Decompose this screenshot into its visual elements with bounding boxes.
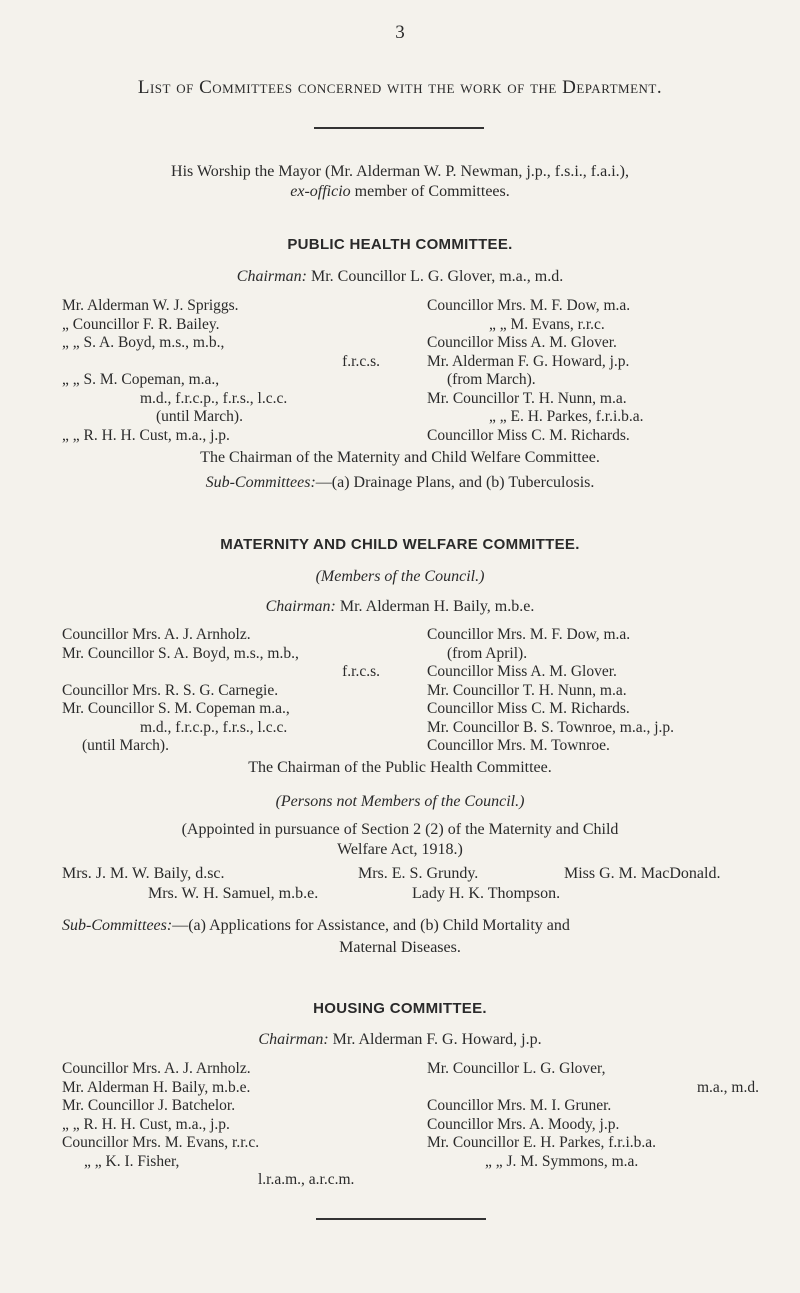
member-line: Mr. Alderman F. G. Howard, j.p. xyxy=(427,352,630,370)
member-line: m.a., m.d. xyxy=(697,1078,759,1096)
appointed-line-1: (Appointed in pursuance of Section 2 (2) of the Maternity and Child xyxy=(181,821,619,838)
member-line: Mr. Councillor S. A. Boyd, m.s., m.b., xyxy=(62,644,299,662)
member-line: Mr. Councillor L. G. Glover, xyxy=(427,1060,606,1077)
housing-heading: HOUSING COMMITTEE. xyxy=(313,1000,487,1017)
ex-officio-line-1: His Worship the Mayor (Mr. Alderman W. P. Newman, j.p., f.s.i., f.a.i.), xyxy=(171,163,629,180)
chairman-name: Mr. Alderman H. Baily, m.b.e. xyxy=(335,598,535,615)
member-line: „ „ R. H. H. Cust, m.a., j.p. xyxy=(62,1115,230,1133)
external-member: Lady H. K. Thompson. xyxy=(412,885,561,902)
chairman-name: Mr. Councillor L. G. Glover, m.a., m.d. xyxy=(307,268,564,285)
member-line: Councillor Miss A. M. Glover. xyxy=(427,663,617,680)
public-health-chairman xyxy=(0,267,800,287)
chairman-name: Mr. Alderman F. G. Howard, j.p. xyxy=(328,1031,542,1048)
member-line: Councillor Mrs. R. S. G. Carnegie. xyxy=(62,681,279,699)
member-line: Mr. Councillor S. M. Copeman m.a., xyxy=(62,700,290,717)
member-line: Councillor Mrs. M. F. Dow, m.a. xyxy=(427,626,631,643)
member-line: l.r.a.m., a.r.c.m. xyxy=(258,1171,355,1188)
external-member: Mrs. W. H. Samuel, m.b.e. xyxy=(148,885,319,902)
member-line: Mr. Alderman H. Baily, m.b.e. xyxy=(62,1078,251,1096)
member-line: „ „ M. Evans, r.r.c. xyxy=(489,315,605,333)
member-line: f.r.c.s. xyxy=(342,663,380,680)
housing-members-right xyxy=(427,1060,767,1171)
public-health-members-right xyxy=(427,297,757,445)
member-line: m.d., f.r.c.p., f.r.s., l.c.c. xyxy=(140,389,288,407)
external-member: Mrs. J. M. W. Baily, d.sc. xyxy=(62,865,225,882)
chairman-label: Chairman: xyxy=(236,268,307,285)
public-health-subcommittees xyxy=(0,473,800,493)
maternity-members-left xyxy=(62,626,398,756)
member-line: „ „ J. M. Symmons, m.a. xyxy=(485,1152,639,1170)
subcommittees-label: Sub-Committees: xyxy=(205,474,316,491)
public-health-note: The Chairman of the Maternity and Child Welfare Committee. xyxy=(200,449,600,466)
member-line: Councillor Mrs. A. J. Arnholz. xyxy=(62,1060,251,1077)
subcommittees-text: —(a) Applications for Assistance, and (b) Child Mortality and xyxy=(172,917,570,934)
member-line: Councillor Miss A. M. Glover. xyxy=(427,334,617,351)
maternity-subcommittees xyxy=(62,917,570,935)
maternity-chairman xyxy=(0,597,800,617)
member-line: Councillor Miss C. M. Richards. xyxy=(427,426,630,444)
subcommittees-label: Sub-Committees: xyxy=(62,917,173,934)
member-line: „ „ R. H. H. Cust, m.a., j.p. xyxy=(62,426,230,444)
member-line: Mr. Councillor T. H. Nunn, m.a. xyxy=(427,681,627,699)
chairman-label: Chairman: xyxy=(258,1031,329,1048)
maternity-members-note: (Members of the Council.) xyxy=(315,568,485,585)
maternity-members-right xyxy=(427,626,767,756)
housing-chairman xyxy=(0,1030,800,1050)
member-line: (from April). xyxy=(447,644,528,662)
member-line: Councillor Mrs. A. Moody, j.p. xyxy=(427,1115,620,1133)
member-line: Mr. Councillor T. H. Nunn, m.a. xyxy=(427,389,627,407)
public-health-members-left xyxy=(62,297,398,445)
member-line: Mr. Councillor E. H. Parkes, f.r.i.b.a. xyxy=(427,1134,657,1151)
chairman-label: Chairman: xyxy=(265,598,336,615)
member-line: Councillor Mrs. M. F. Dow, m.a. xyxy=(427,297,631,314)
member-line: „ „ S. M. Copeman, m.a., xyxy=(62,371,220,388)
member-line: (from March). xyxy=(447,371,536,388)
member-line: Councillor Mrs. M. Evans, r.r.c. xyxy=(62,1134,260,1151)
member-line: Councillor Mrs. M. I. Gruner. xyxy=(427,1097,612,1114)
member-line: Mr. Councillor B. S. Townroe, m.a., j.p. xyxy=(427,718,675,736)
bottom-divider xyxy=(316,1218,486,1220)
member-line: m.d., f.r.c.p., f.r.s., l.c.c. xyxy=(140,718,288,736)
maternity-note: The Chairman of the Public Health Committee. xyxy=(248,759,552,776)
external-member: Miss G. M. MacDonald. xyxy=(564,865,721,882)
housing-members-left xyxy=(62,1060,398,1190)
member-line: „ Councillor F. R. Bailey. xyxy=(62,315,220,333)
member-line: Mr. Alderman W. J. Spriggs. xyxy=(62,297,239,314)
member-line: Mr. Councillor J. Batchelor. xyxy=(62,1097,236,1114)
member-line: „ „ E. H. Parkes, f.r.i.b.a. xyxy=(489,408,644,425)
member-line: f.r.c.s. xyxy=(342,352,380,370)
subcommittees-text: —(a) Drainage Plans, and (b) Tuberculosis. xyxy=(315,474,595,491)
external-member: Mrs. E. S. Grundy. xyxy=(358,865,479,882)
page-title: List of Committees concerned with the work of the Department. xyxy=(137,77,663,98)
maternity-heading: MATERNITY AND CHILD WELFARE COMMITTEE. xyxy=(220,536,580,553)
divider xyxy=(314,127,484,129)
page-number: 3 xyxy=(395,22,405,43)
member-line: (until March). xyxy=(156,408,243,425)
persons-not-members-note: (Persons not Members of the Council.) xyxy=(275,793,525,810)
member-line: „ „ K. I. Fisher, xyxy=(84,1152,180,1170)
ex-officio-rest: member of Committees. xyxy=(350,183,510,200)
member-line: (until March). xyxy=(82,737,169,754)
ex-officio-line-2 xyxy=(0,182,800,202)
member-line: Councillor Miss C. M. Richards. xyxy=(427,700,630,717)
public-health-heading: PUBLIC HEALTH COMMITTEE. xyxy=(287,236,513,253)
appointed-line-2: Welfare Act, 1918.) xyxy=(337,841,463,858)
member-line: „ „ S. A. Boyd, m.s., m.b., xyxy=(62,334,225,351)
ex-officio-term: ex-officio xyxy=(290,183,351,200)
maternity-subcommittees-cont: Maternal Diseases. xyxy=(339,939,461,956)
member-line: Councillor Mrs. A. J. Arnholz. xyxy=(62,626,251,643)
member-line: Councillor Mrs. M. Townroe. xyxy=(427,737,610,754)
